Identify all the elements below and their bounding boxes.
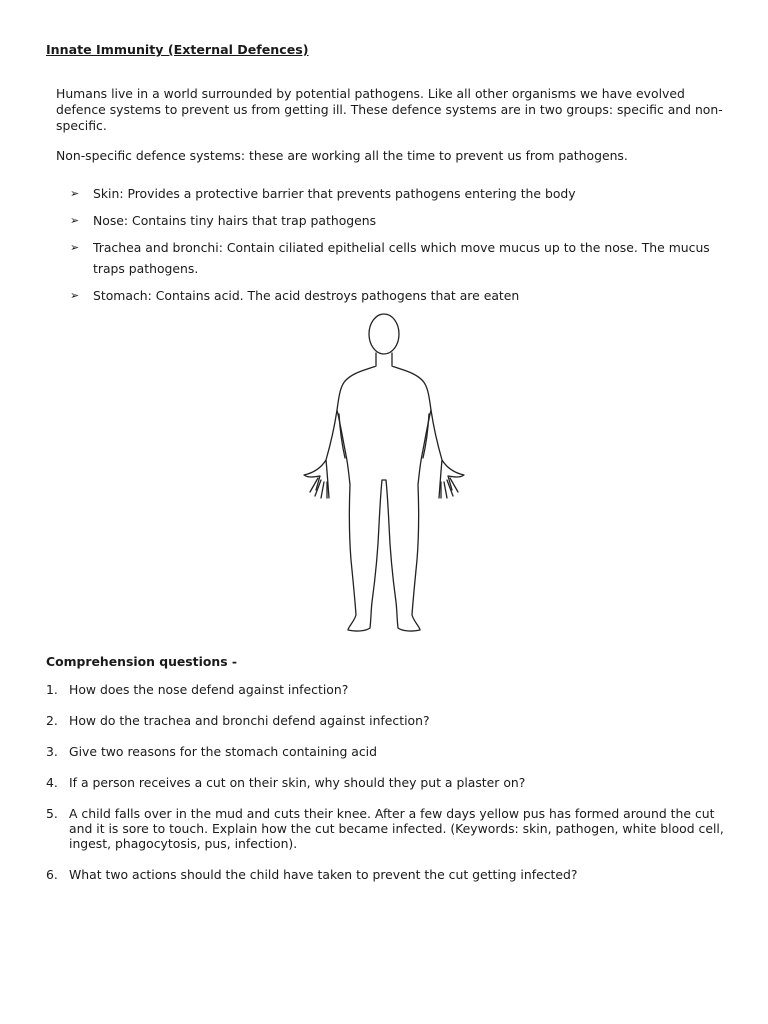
question-text: A child falls over in the mud and cuts their knee. After a few days yellow pus has formed around the cut and it is sore to touch. Explain how the cut became infected. (Keywords: skin, pathogen, white blood cell, ingest, phagocytosis, pus, infection). <box>69 806 724 851</box>
question-item <box>46 775 726 790</box>
intro-paragraph: Humans live in a world surrounded by potential pathogens. Like all other organisms we have evolved defence systems to prevent us from getting ill. These defence systems are in two groups: specific and non-specific. <box>56 86 723 133</box>
arrow-bullet-icon: ➢ <box>70 187 80 200</box>
question-text: What two actions should the child have taken to prevent the cut getting infected? <box>69 867 578 882</box>
arrow-bullet-icon: ➢ <box>70 241 80 254</box>
question-number: 1. <box>46 682 58 697</box>
question-item <box>46 682 726 697</box>
question-text: How does the nose defend against infection? <box>69 682 349 697</box>
question-number: 6. <box>46 867 58 882</box>
question-item <box>46 806 726 851</box>
human-body-outline <box>296 310 472 640</box>
list-item <box>70 285 730 306</box>
defence-list <box>70 183 730 312</box>
arrow-bullet-icon: ➢ <box>70 289 80 302</box>
question-text: If a person receives a cut on their skin, why should they put a plaster on? <box>69 775 526 790</box>
list-item-text: Nose: Contains tiny hairs that trap pathogens <box>93 213 377 228</box>
list-item-text: Stomach: Contains acid. The acid destroys pathogens that are eaten <box>93 288 520 303</box>
list-item <box>70 237 730 279</box>
question-item <box>46 713 726 728</box>
question-number: 5. <box>46 806 58 821</box>
nonspecific-paragraph: Non-specific defence systems: these are working all the time to prevent us from pathogens. <box>56 148 628 163</box>
question-number: 4. <box>46 775 58 790</box>
question-number: 2. <box>46 713 58 728</box>
list-item-text: Skin: Provides a protective barrier that prevents pathogens entering the body <box>93 186 576 201</box>
question-item <box>46 867 726 882</box>
list-item-text: Trachea and bronchi: Contain ciliated epithelial cells which move mucus up to the nose. The mucus traps pathogens. <box>93 240 710 276</box>
arrow-bullet-icon: ➢ <box>70 214 80 227</box>
question-item <box>46 744 726 759</box>
comprehension-heading: Comprehension questions - <box>46 654 238 669</box>
list-item <box>70 183 730 204</box>
question-list <box>46 682 726 898</box>
list-item <box>70 210 730 231</box>
page-title: Innate Immunity (External Defences) <box>46 42 309 57</box>
question-text: How do the trachea and bronchi defend against infection? <box>69 713 430 728</box>
question-number: 3. <box>46 744 58 759</box>
question-text: Give two reasons for the stomach containing acid <box>69 744 377 759</box>
